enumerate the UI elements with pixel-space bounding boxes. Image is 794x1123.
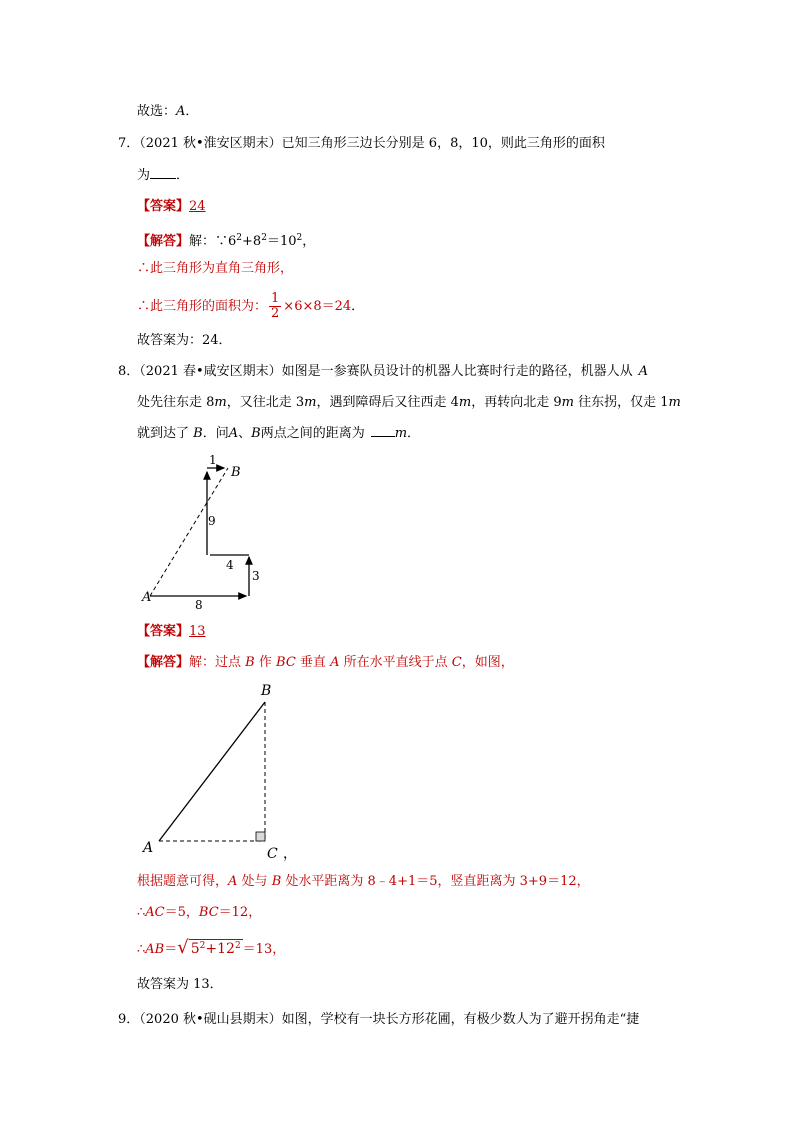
right-triangle-figure [135, 678, 305, 868]
fig1-label-a: A [142, 590, 152, 605]
q7-stem-line1: 7．（2021 秋•淮安区期末）已知三角形三边长分别是 6，8，10，则此三角形的面积 [118, 136, 605, 151]
q7-answer [137, 197, 206, 217]
fig2-label-b: B [261, 683, 272, 699]
segment-ab [159, 702, 265, 841]
fig2-label-c: C [267, 846, 278, 862]
fig1-label-8: 8 [195, 598, 203, 612]
q8-stem-line3: 就到达了 B．问A、B两点之间的距离为 m． [137, 426, 421, 441]
q8-ac-bc-line: ∴AC＝5，BC＝12， [137, 905, 262, 920]
robot-path-figure [130, 450, 280, 615]
q7-solution: 【解答】解：$\because 6^2+8^2=10^2$， [137, 233, 316, 249]
q8-answer [137, 622, 206, 642]
q7-answer-value: 24 [189, 199, 206, 214]
fig1-label-1: 1 [209, 453, 217, 467]
fig1-label-3: 3 [252, 569, 260, 583]
right-angle-marker [256, 832, 265, 841]
dashed-line-ab [150, 468, 228, 596]
q8-answer-value: 13 [189, 624, 206, 639]
q7-answer-blank [150, 166, 176, 179]
q9-number: 9． [118, 1012, 140, 1027]
q7-fraction: $\frac{1}{2}$ [271, 291, 280, 321]
q7-answer-tag: 【答案】 [137, 199, 190, 214]
fig1-label-b: B [231, 465, 241, 480]
q7-right-triangle-line: ∴此三角形为直角三角形， [137, 261, 294, 276]
q7-solution-tag: 【解答】 [137, 234, 190, 249]
q8-answer-tag: 【答案】 [137, 624, 190, 639]
fig1-label-4: 4 [226, 558, 234, 572]
q8-final: 故答案为 13． [137, 977, 223, 992]
q8-solution-tag: 【解答】 [137, 655, 190, 670]
q8-stem-line1: 8．（2021 春•咸安区期末）如图是一参赛队员设计的机器人比赛时行走的路径，机器人从 A [118, 364, 649, 379]
q7-stem-line2: 为 ． [137, 168, 190, 183]
q8-ab-line: ∴AB＝√ $5^2+12^2 =13$， [137, 934, 285, 962]
fig2-label-a: A [143, 840, 154, 856]
sqrt-expression: √ $5^2+12^2$ [177, 937, 241, 958]
q7-number: 7． [118, 136, 140, 151]
fig1-label-9: 9 [208, 514, 216, 528]
q8-solution: 【解答】解：过点 B 作 BC 垂直 A 所在水平直线于点 C，如图， [137, 655, 514, 670]
q8-number: 8． [118, 364, 140, 379]
q7-area-line: ∴此三角形的面积为： $\frac{1}{2}$ ×6×8＝24． [137, 291, 365, 321]
q9-stem-line1: 9．（2020 秋•砚山县期末）如图，学校有一块长方形花圃，有极少数人为了避开拐角走“捷 [118, 1012, 640, 1027]
q8-calc-line: 根据题意可得，A 处与 B 处水平距离为 8﹣4+1＝5，竖直距离为 3+9＝12， [137, 874, 590, 889]
prev-conclusion: 故选：A． [137, 104, 199, 119]
q8-stem-line2: 处先往东走 8m，又往北走 3m，遇到障碍后又往西走 4m，再转向北走 9m 往东拐，仅走 1m [137, 395, 681, 410]
q8-answer-blank [371, 424, 395, 437]
q7-final: 故答案为：24． [137, 333, 232, 348]
fig2-comma: ， [283, 846, 297, 862]
